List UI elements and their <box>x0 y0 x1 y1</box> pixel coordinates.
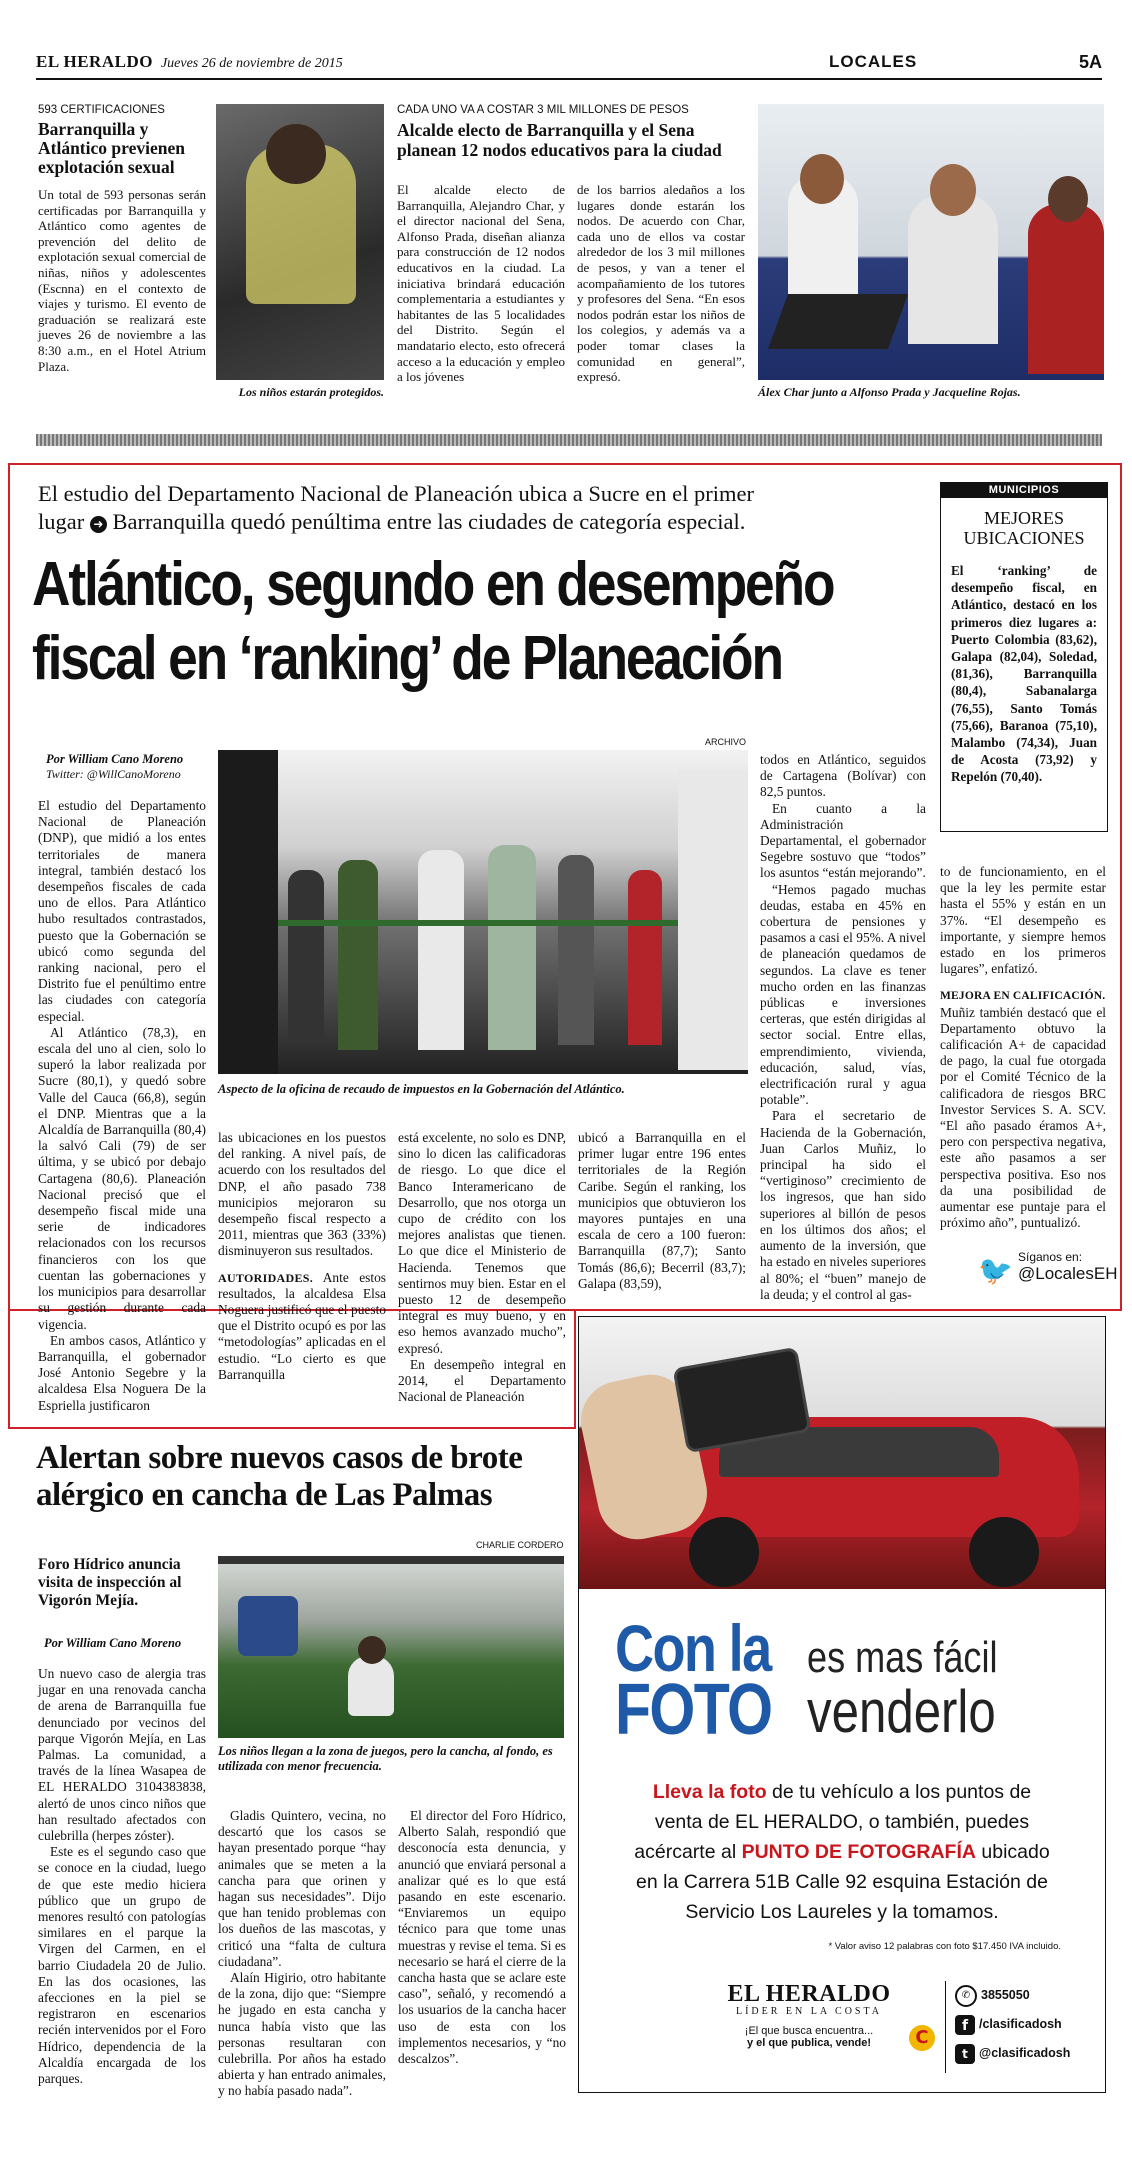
main-col-2-subhead: AUTORIDADES. <box>218 1270 314 1285</box>
social-label: Síganos en: <box>1018 1250 1083 1264</box>
facebook-icon: f <box>955 2015 975 2035</box>
second-photo <box>218 1556 564 1738</box>
ad-right-line-1: es mas fácil <box>807 1633 998 1682</box>
main-col-1-p1: El estudio del Departamento Nacional de Planeación (DNP), que midió a los entes territoriales de manera integral, también destacó los desempeños fiscales de cada uno de ellos. Para Atlántico hubo resultados contrastados, puesto que la Gobernación se ubicó como segunda del ranking nacional, pero el Distrito fue el penúltimo entre las ciudades con categoría especial. <box>38 798 206 1024</box>
main-col-5-p2: En cuanto a la Administración Departamental, el gobernador Segebre sostuvo que “todos” los asuntos “están mejorando”. <box>760 800 926 881</box>
ad-divider <box>945 1981 946 2073</box>
ad-logo-tagline: LÍDER EN LA COSTA <box>735 2006 883 2017</box>
sidebar-body: El ‘ranking’ de desempeño fiscal, en Atlántico, destacó en los primeros diez lugares a: Puerto Colombia (83,62), Galapa (82,04), Soledad, (81,36), Barranquilla (80,4), Sabanalarga (76,55), Santo Tomás (75,66), Baranoa (75,10), Malambo (74,34), Juan de Acosta (73,92) y Repelón (70,40). <box>951 563 1097 785</box>
ad-slogan-2: y el que publica, vende! <box>746 2037 872 2049</box>
brief-1-title: Barranquilla y Atlántico previenen explotación sexual <box>38 119 185 177</box>
brief-1-photo <box>216 104 384 380</box>
brief-1 <box>38 104 206 374</box>
social-handle: @LocalesEH <box>1018 1264 1118 1283</box>
ad-copy-line-3a: acércarte al <box>634 1841 742 1863</box>
main-headline <box>32 548 834 696</box>
second-col-2 <box>218 1808 386 2100</box>
brief-2-col-2: de los barrios aledaños a los lugares donde estarán los nodos. De acuerdo con Char, cada uno de ellos va costar alrededor de los 3 mil millones de pesos, y van a tener el acompañamiento de los tutores y profesores del Sena. “En esos nodos podrán estar los niños de los colegios, y además va a poder tomar clases la comunidad en general”, expresó. <box>577 182 745 385</box>
ad-copy-line-4: en la Carrera 51B Calle 92 esquina Estación de <box>636 1871 1048 1893</box>
ad-logo-block <box>699 1981 919 2049</box>
brief-1-body: Un total de 593 personas serán certificadas por Barranquilla y Atlántico como agentes de prevención del delito de explotación sexual comercial de niñas, niños y adolescentes (Escnna) en el contexto de viajes y turismo. El evento de graduación se realizará este jueves 26 de noviembre a las 8:30 a.m., en el Hotel Atrium Plaza. <box>38 187 206 374</box>
phone-icon: ✆ <box>955 1985 977 2007</box>
deck-arrow-icon: ➜ <box>90 516 107 533</box>
second-col-1 <box>38 1666 206 2087</box>
headline-line-2: fiscal en ‘ranking’ de Planeación <box>32 624 782 693</box>
sidebar-title: MEJORES UBICACIONES <box>963 508 1085 548</box>
twitter-icon: t <box>955 2044 975 2064</box>
main-photo-caption: Aspecto de la oficina de recaudo de impuestos en la Gobernación del Atlántico. <box>218 1082 625 1096</box>
ad-right-line-2: venderlo <box>807 1678 996 1745</box>
edition-date: Jueves 26 de noviembre de 2015 <box>160 56 343 71</box>
ad-big-text <box>615 1611 772 1750</box>
deck-line-2-start: lugar <box>38 509 85 534</box>
paper-name: EL HERALDO <box>36 52 153 71</box>
main-col-5-p3: “Hemos pagado muchas deudas, estaba en 45% en cobertura de pensiones y pasamos a casi el 95%. A nivel de planeación quedamos de segundos. La clave es tener mucho orden en las finanzas públicas e inversiones certeras, que estén dirigidas al sector social. Entre ellas, emprendimiento, vivienda, educación, salud, vías, electrificación rural y agua potable”. <box>760 881 926 1108</box>
brief-2-caption: Álex Char junto a Alfonso Prada y Jacqueline Rojas. <box>758 385 1021 399</box>
ad-facebook: /clasificadosh <box>979 2017 1062 2031</box>
brief-2-kicker: CADA UNO VA A COSTAR 3 MIL MILLONES DE PESOS <box>397 104 689 116</box>
deck-line-2-end: Barranquilla quedó penúltima entre las ciudades de categoría especial. <box>112 509 746 534</box>
ad-copy-highlight-2: PUNTO DE FOTOGRAFÍA <box>741 1841 976 1863</box>
main-col-2-p1: las ubicaciones en los puestos del ranking. A nivel país, de acuerdo con los resultados del DNP, el año pasado 738 municipios mejoraron su desempeño fiscal respecto a 2011, mientras que 363 (33%) disminuyeron sus resultados. <box>218 1130 386 1259</box>
main-col-6-subhead: MEJORA EN CALIFICACIÓN. <box>940 990 1106 1003</box>
brief-2-col-1: El alcalde electo de Barranquilla, Alejandro Char, y el director nacional del Sena, Alfonso Prada, diseñan alianza para construcción de 12 nodos educativos en la ciudad. La iniciativa brindará educación complementaria a estudiantes y habitantes de las 5 localidades del Distrito. Según el mandatario electo, esto ofrecerá acceso a la educación y empleo a los jóvenes <box>397 182 565 385</box>
main-col-3 <box>398 1130 566 1405</box>
ad-right-text <box>807 1631 998 1745</box>
second-col-3-p1: El director del Foro Hídrico, Alberto Salah, respondió que desconocía esta denuncia, y anunció que enviará personal a analizar qué es lo que está pasando en este escenario. “Enviaremos un equipo técnico para que tome unas muestras y revise el tema. Si es necesario se hará el cierre de la cancha hasta que se aclare este caso”, señaló, y recomendó a los usuarios de la cancha hacer uso de esta con los implementos necesarios, y “no descalzos”. <box>398 1808 566 2067</box>
ad-photo <box>579 1317 1105 1589</box>
second-photo-credit: CHARLIE CORDERO <box>476 1540 564 1550</box>
ad-phone: 3855050 <box>981 1988 1030 2002</box>
main-photo-credit: ARCHIVO <box>705 737 747 747</box>
brief-2-photo <box>758 104 1104 380</box>
deck-line-1: El estudio del Departamento Nacional de Planeación ubica a Sucre en el primer <box>38 481 754 506</box>
main-col-2-p2: Ante estos resultados, la alcaldesa Elsa Noguera justificó que el puesto que el Distrito ocupó es por las “metodologías” aplicadas en el estudio. “Lo cierto es que Barranquilla <box>218 1269 386 1382</box>
byline-name: Por William Cano Moreno <box>46 752 184 766</box>
ad-fineprint: * Valor aviso 12 palabras con foto $17.450 IVA incluido. <box>828 1941 1061 1952</box>
main-col-6-p2: Muñiz también destacó que el Departamento obtuvo la calificación A+ de capacidad de pago, la cual fue otorgada por el Comité Técnico de la calificadora de riesgos BRC Investor Services S. A. SCV. “El año pasado éramos A+, pero con perspectiva negativa, este año pasamos a ser perspectiva positiva. Eso nos da una posibilidad de aumentar ese puntaje para el próximo año”, puntualizó. <box>940 1004 1106 1231</box>
ad-big-line-2: FOTO <box>615 1670 772 1750</box>
page-number: 5A <box>1078 52 1102 72</box>
social-follow[interactable] <box>978 1250 1118 1287</box>
main-col-4 <box>578 1130 746 1292</box>
ad-copy-line-5: Servicio Los Laureles y la tomamos. <box>685 1901 999 1923</box>
section-name: LOCALES <box>829 52 918 71</box>
ad-copy-line-2: venta de EL HERALDO, o también, puedes <box>654 1811 1030 1833</box>
main-col-3-p2: En desempeño integral en 2014, el Departamento Nacional de Planeación <box>398 1356 566 1405</box>
main-col-5 <box>760 752 926 1303</box>
brief-1-caption: Los niños estarán protegidos. <box>238 385 384 399</box>
brief-2 <box>397 104 743 160</box>
ad-copy <box>579 1777 1105 1927</box>
second-col-1-p1: Un nuevo caso de alergia tras jugar en una renovada cancha de arena de Barranquilla fue denunciado por vecinos del parque Vigorón Mejía, en Las Palmas. La comunidad, a través de la línea Wasapea de EL HERALDO 3104383838, alertó de unos cinco niños que han resultado afectados con culebrilla (herpes zóster). <box>38 1666 206 1844</box>
sidebar-box <box>940 482 1108 832</box>
brief-2-title: Alcalde electo de Barranquilla y el Sena planean 12 nodos educativos para la ciudad <box>397 120 722 160</box>
second-col-2-p1: Gladis Quintero, vecina, no descartó que los casos se hayan presentado porque “hay animales que se meten a la cancha para que orinen y hagan sus necesidades”. Dijo que han tenido problemas con los dueños de las mascotas, y criticó una “falta de cultura ciudadana”. <box>218 1808 386 1969</box>
main-col-6 <box>940 864 1106 1231</box>
brief-1-kicker: 593 CERTIFICACIONES <box>38 104 165 116</box>
main-col-2 <box>218 1130 386 1383</box>
ad-box <box>578 1316 1106 2093</box>
main-col-6-p1: to de funcionamiento, en el que la ley les permite estar hasta el 55% y están en un 37%. “El desempeño es importante, y siempre hemos estado en los primeros lugares”, enfatizó. <box>940 864 1106 977</box>
main-byline <box>46 752 216 782</box>
headline-line-1: Atlántico, segundo en desempeño <box>32 550 834 619</box>
ad-copy-highlight-1: Lleva la foto <box>652 1781 767 1803</box>
second-photo-caption: Los niños llegan a la zona de juegos, pero la cancha, al fondo, es utilizada con menor frecuencia. <box>218 1744 553 1773</box>
ad-copy-line-3c: ubicado <box>975 1841 1050 1863</box>
masthead <box>36 52 1102 78</box>
main-col-4-p1: ubicó a Barranquilla en el primer lugar entre 196 entes territoriales de la Región Caribe. Según el ranking, los municipios que obtuvieron los mayores puntajes en una escala de cero a 100 fueron: Barranquilla (87,7); Santo Tomás (86,6); Becerril (83,7); Galapa (83,59), <box>578 1130 746 1291</box>
main-col-1 <box>38 798 206 1414</box>
main-photo <box>218 750 748 1074</box>
section-separator <box>36 434 1102 446</box>
main-col-1-p3: En ambos casos, Atlántico y Barranquilla, el gobernador José Antonio Segebre y la alcaldesa Elsa Noguera De la Espriella justificaron <box>38 1332 206 1413</box>
second-col-2-p2: Alaín Higirio, otro habitante de la zona, dijo que: “Siempre he jugado en esta cancha y nunca había visto que las personas resultaran con culebrilla. Por años ha estado abierta y han entrado animales, y no había pasado nada”. <box>218 1970 386 2099</box>
ad-twitter: @clasificadosh <box>979 2046 1071 2060</box>
ad-contacts <box>955 1981 1070 2068</box>
sidebar-tag: MUNICIPIOS <box>941 483 1107 498</box>
byline-twitter: Twitter: @WillCanoMoreno <box>46 767 181 781</box>
ad-logo: EL HERALDO <box>727 1981 891 2007</box>
second-headline: Alertan sobre nuevos casos de brote alérgico en cancha de Las Palmas <box>36 1440 523 1513</box>
ad-c-icon: C <box>909 2025 935 2051</box>
main-col-5-p1: todos en Atlántico, seguidos de Cartagena (Bolívar) con 82,5 puntos. <box>760 752 926 800</box>
masthead-rule <box>36 78 1102 80</box>
main-col-3-p1: está excelente, no solo es DNP, sino lo dicen las calificadoras de riesgo. Lo que dice el Banco Interamericano de Desarrollo, que nos otorga un cupo de crédito con los mejores analistas que tienen. Lo que dice el Ministerio de Hacienda. Tenemos que sentirnos muy bien. Estar en el puesto 12 de desempeño integral es muy bueno, y en eso hemos avanzado mucho”, expresó. <box>398 1130 566 1356</box>
second-col-1-p2: Este es el segundo caso que se conoce en la ciudad, luego de que este medio hiciera público que un grupo de menores resultó con patologías similares en el parque la Virgen del Carmen, en el barrio Ciudadela 20 de Julio. En las dos ocasiones, las afecciones en la piel se registraron en escenarios recién intervenidos por el Foro Hídrico, dependencia de la Alcaldía encargada de los parques. <box>38 1844 206 2087</box>
second-byline: Por William Cano Moreno <box>44 1636 182 1650</box>
ad-copy-line-1: de tu vehículo a los puntos de <box>766 1781 1032 1803</box>
main-col-1-p2: Al Atlántico (78,3), en escala del uno al cien, solo lo superó la labor realizada por Sucre (80,1), y quedó sobre Valle del Cauca (66,8), según el DNP. Mientras que a la Alcaldía de Barranquilla (80,4) la salvó Cali (79) de ser última, y se ubicó por debajo Cartagena (80,6). Planeación Nacional precisó que el desempeño fiscal mide una serie de indicadores relacionados con los recursos financieros con los que cuentan las gobernaciones y los municipios para desarrollar su gestión durante cada vigencia. <box>38 1024 206 1332</box>
ad-slogan-1: ¡El que busca encuentra... <box>744 2025 874 2037</box>
main-col-5-p4: Para el secretario de Hacienda de la Gobernación, Juan Carlos Muñiz, lo principal ha sido el “vertiginoso” crecimiento de los ingresos, que han sido superiores al billón de pesos en los últimos dos años; el aumento de la inversión, que ha estado en niveles superiores al 80%; el “buen” manejo de la deuda; y el control al gas- <box>760 1108 926 1302</box>
second-side-title: Foro Hídrico anuncia visita de inspección al Vigorón Mejía. <box>38 1556 182 1609</box>
ad-big-line-1: Con la <box>615 1611 771 1685</box>
twitter-bird-icon: 🐦 <box>978 1254 1013 1287</box>
main-deck <box>38 480 918 536</box>
second-col-3 <box>398 1808 566 2067</box>
